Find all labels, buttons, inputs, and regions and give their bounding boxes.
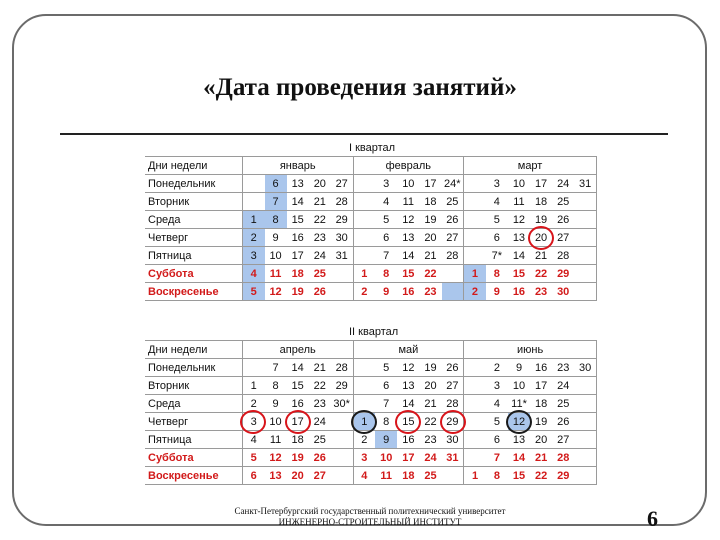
date-cell: 29	[331, 211, 353, 229]
table-row	[145, 283, 597, 301]
date-cell: 8	[375, 413, 397, 431]
date-cell: 9	[375, 431, 397, 449]
date-cell: 21	[309, 193, 331, 211]
table-row	[145, 449, 597, 467]
month-header: апрель	[242, 341, 353, 359]
quarter-1-table	[145, 156, 597, 301]
date-cell: 15	[508, 265, 530, 283]
date-cell: 24	[309, 247, 331, 265]
date-cell: 6	[265, 175, 287, 193]
date-cell: 14	[397, 247, 419, 265]
date-cell	[574, 413, 596, 431]
date-cell: 11	[265, 265, 287, 283]
weekday-label: Понедельник	[145, 175, 242, 193]
date-cell: 9	[375, 283, 397, 301]
date-cell	[574, 247, 596, 265]
table-row	[145, 265, 597, 283]
date-cell: 26	[552, 413, 574, 431]
red-circle-mark	[528, 226, 554, 250]
date-cell: 26	[442, 211, 464, 229]
date-cell: 31	[574, 175, 596, 193]
date-cell: 4	[353, 467, 375, 485]
footer	[170, 506, 570, 528]
date-cell	[331, 467, 353, 485]
date-cell: 12	[397, 359, 419, 377]
date-cell: 6	[242, 467, 264, 485]
date-cell: 24*	[442, 175, 464, 193]
date-cell: 24	[552, 377, 574, 395]
date-cell	[242, 193, 264, 211]
date-cell: 23	[552, 359, 574, 377]
date-cell: 10	[508, 175, 530, 193]
date-cell	[353, 229, 375, 247]
date-cell	[464, 413, 486, 431]
date-cell: 29	[552, 467, 574, 485]
weekday-label: Четверг	[145, 229, 242, 247]
date-cell: 31	[331, 247, 353, 265]
date-cell	[574, 229, 596, 247]
date-cell: 20	[309, 175, 331, 193]
date-cell: 9	[486, 283, 508, 301]
date-cell: 11*	[508, 395, 530, 413]
date-cell: 18	[287, 431, 309, 449]
date-cell: 12	[508, 413, 530, 431]
date-cell: 2	[464, 283, 486, 301]
date-cell: 23	[309, 229, 331, 247]
date-cell: 22	[419, 413, 441, 431]
date-cell: 29	[442, 413, 464, 431]
date-cell: 27	[552, 431, 574, 449]
date-cell	[331, 431, 353, 449]
date-cell	[242, 175, 264, 193]
date-cell: 18	[397, 467, 419, 485]
date-cell: 28	[331, 359, 353, 377]
date-cell: 18	[530, 193, 552, 211]
date-cell	[331, 449, 353, 467]
date-cell: 7	[264, 359, 286, 377]
date-cell: 7	[375, 395, 397, 413]
date-cell: 14	[287, 359, 309, 377]
date-cell	[353, 211, 375, 229]
date-cell: 13	[397, 377, 419, 395]
date-cell: 15	[287, 211, 309, 229]
date-cell: 18	[287, 265, 309, 283]
date-cell: 30	[442, 431, 464, 449]
date-cell: 1	[464, 467, 486, 485]
date-cell: 19	[419, 359, 441, 377]
date-cell: 5	[242, 449, 264, 467]
date-cell: 25	[309, 265, 331, 283]
date-cell: 20	[530, 229, 552, 247]
date-cell	[331, 265, 353, 283]
date-cell: 17	[530, 175, 552, 193]
date-cell: 16	[287, 229, 309, 247]
date-cell	[464, 431, 486, 449]
month-header: январь	[242, 157, 353, 175]
date-cell: 24	[309, 413, 331, 431]
date-cell: 21	[419, 247, 441, 265]
date-cell: 13	[264, 467, 286, 485]
table-row	[145, 193, 597, 211]
date-cell	[242, 359, 264, 377]
date-cell: 19	[530, 211, 552, 229]
date-cell: 5	[486, 211, 508, 229]
date-cell: 24	[552, 175, 574, 193]
weekday-label: Суббота	[145, 265, 242, 283]
date-cell: 4	[486, 193, 508, 211]
date-cell: 20	[419, 377, 441, 395]
date-cell: 5	[486, 413, 508, 431]
weekday-label: Понедельник	[145, 359, 242, 377]
page-number: 6	[647, 506, 658, 531]
date-cell: 6	[486, 229, 508, 247]
date-cell: 28	[552, 449, 574, 467]
date-cell: 25	[419, 467, 441, 485]
date-cell: 14	[287, 193, 309, 211]
month-header: май	[353, 341, 464, 359]
table-row	[145, 467, 597, 485]
header-day-label: Дни недели	[145, 341, 242, 359]
date-cell	[353, 175, 375, 193]
date-cell: 28	[552, 247, 574, 265]
date-cell	[331, 413, 353, 431]
date-cell: 8	[486, 265, 508, 283]
date-cell: 14	[397, 395, 419, 413]
date-cell	[464, 175, 486, 193]
date-cell: 4	[242, 265, 264, 283]
date-cell: 1	[353, 265, 375, 283]
date-cell: 6	[486, 431, 508, 449]
date-cell: 30	[574, 359, 596, 377]
date-cell: 28	[442, 395, 464, 413]
date-cell: 7	[375, 247, 397, 265]
date-cell: 3	[242, 413, 264, 431]
date-cell: 3	[242, 247, 264, 265]
date-cell: 25	[552, 193, 574, 211]
date-cell: 26	[309, 283, 331, 301]
date-cell: 1	[242, 377, 264, 395]
date-cell: 21	[309, 359, 331, 377]
date-cell: 20	[530, 431, 552, 449]
date-cell: 16	[397, 431, 419, 449]
red-circle-mark	[395, 410, 421, 434]
date-cell: 22	[530, 265, 552, 283]
date-cell: 25	[442, 193, 464, 211]
date-cell: 19	[419, 211, 441, 229]
date-cell: 27	[442, 377, 464, 395]
date-cell: 6	[375, 229, 397, 247]
date-cell	[353, 247, 375, 265]
date-cell: 10	[264, 413, 286, 431]
date-cell	[464, 449, 486, 467]
date-cell	[574, 193, 596, 211]
date-cell	[464, 395, 486, 413]
date-cell: 15	[287, 377, 309, 395]
date-cell: 14	[508, 247, 530, 265]
date-cell	[464, 247, 486, 265]
date-cell: 8	[486, 467, 508, 485]
date-cell	[464, 229, 486, 247]
table-row	[145, 247, 597, 265]
weekday-label: Среда	[145, 211, 242, 229]
footer-institute: ИНЖЕНЕРНО-СТРОИТЕЛЬНЫЙ ИНСТИТУТ	[278, 517, 462, 527]
date-cell: 27	[331, 175, 353, 193]
red-circle-mark	[240, 410, 266, 434]
date-cell: 5	[242, 283, 264, 301]
date-cell: 26	[552, 211, 574, 229]
date-cell: 28	[442, 247, 464, 265]
date-cell: 20	[287, 467, 309, 485]
date-cell: 16	[530, 359, 552, 377]
date-cell: 4	[375, 193, 397, 211]
date-cell: 5	[375, 359, 397, 377]
date-cell: 2	[353, 283, 375, 301]
date-cell: 17	[287, 247, 309, 265]
date-cell: 20	[419, 229, 441, 247]
red-circle-mark	[440, 410, 466, 434]
date-cell: 9	[508, 359, 530, 377]
date-cell: 16	[287, 395, 309, 413]
date-cell: 1	[464, 265, 486, 283]
date-cell	[574, 449, 596, 467]
date-cell: 4	[486, 395, 508, 413]
weekday-label: Суббота	[145, 449, 242, 467]
date-cell: 23	[309, 395, 331, 413]
title-divider	[60, 133, 668, 135]
date-cell: 7*	[486, 247, 508, 265]
date-cell: 2	[242, 229, 264, 247]
date-cell: 2	[353, 431, 375, 449]
date-cell: 29	[331, 377, 353, 395]
date-cell	[353, 193, 375, 211]
date-cell: 22	[530, 467, 552, 485]
date-cell: 11	[397, 193, 419, 211]
weekday-label: Воскресенье	[145, 283, 242, 301]
date-cell: 22	[309, 211, 331, 229]
weekday-label: Пятница	[145, 431, 242, 449]
black-circle-mark	[351, 410, 377, 434]
date-cell: 13	[287, 175, 309, 193]
date-cell: 30*	[331, 395, 353, 413]
date-cell: 25	[309, 431, 331, 449]
table-row	[145, 175, 597, 193]
date-cell	[464, 211, 486, 229]
date-cell: 9	[265, 229, 287, 247]
table-row	[145, 431, 597, 449]
date-cell: 26	[442, 359, 464, 377]
date-cell: 8	[265, 211, 287, 229]
date-cell	[464, 377, 486, 395]
date-cell: 24	[419, 449, 441, 467]
date-cell: 27	[442, 229, 464, 247]
date-cell: 15	[508, 467, 530, 485]
date-cell	[574, 395, 596, 413]
date-cell	[574, 467, 596, 485]
date-cell	[464, 193, 486, 211]
date-cell: 22	[419, 265, 441, 283]
slide-title: «Дата проведения занятий»	[203, 74, 517, 101]
date-cell: 11	[508, 193, 530, 211]
date-cell: 6	[375, 377, 397, 395]
weekday-label: Среда	[145, 395, 242, 413]
date-cell: 31	[442, 449, 464, 467]
date-cell: 7	[486, 449, 508, 467]
date-cell: 8	[375, 265, 397, 283]
date-cell: 18	[530, 395, 552, 413]
weekday-label: Вторник	[145, 377, 242, 395]
date-cell: 2	[486, 359, 508, 377]
date-cell	[464, 359, 486, 377]
date-cell: 10	[508, 377, 530, 395]
date-cell: 26	[309, 449, 331, 467]
date-cell: 19	[287, 449, 309, 467]
date-cell: 16	[508, 283, 530, 301]
date-cell: 12	[264, 449, 286, 467]
date-cell: 28	[331, 193, 353, 211]
date-cell: 21	[530, 247, 552, 265]
date-cell: 10	[397, 175, 419, 193]
month-header: февраль	[353, 157, 464, 175]
date-cell: 5	[375, 211, 397, 229]
date-cell: 23	[419, 431, 441, 449]
date-cell: 10	[265, 247, 287, 265]
date-cell: 27	[309, 467, 331, 485]
date-cell	[442, 265, 464, 283]
date-cell: 16	[397, 283, 419, 301]
weekday-label: Пятница	[145, 247, 242, 265]
quarter-1-label: I квартал	[349, 142, 396, 154]
footer-university: Санкт-Петербургский государственный политехнический университет	[234, 506, 506, 516]
date-cell: 11	[375, 467, 397, 485]
date-cell: 3	[486, 377, 508, 395]
date-cell: 14	[508, 449, 530, 467]
date-cell: 13	[508, 229, 530, 247]
date-cell	[353, 359, 375, 377]
date-cell: 12	[397, 211, 419, 229]
date-cell: 19	[530, 413, 552, 431]
date-cell: 11	[264, 431, 286, 449]
date-cell	[442, 467, 464, 485]
date-cell: 8	[264, 377, 286, 395]
date-cell: 3	[486, 175, 508, 193]
date-cell: 12	[265, 283, 287, 301]
date-cell: 9	[264, 395, 286, 413]
date-cell: 23	[419, 283, 441, 301]
date-cell: 1	[242, 211, 264, 229]
date-cell: 15	[397, 413, 419, 431]
date-cell	[574, 377, 596, 395]
date-cell: 27	[552, 229, 574, 247]
date-cell	[574, 431, 596, 449]
header-day-label: Дни недели	[145, 157, 242, 175]
date-cell: 13	[397, 229, 419, 247]
date-cell: 29	[552, 265, 574, 283]
date-cell: 21	[419, 395, 441, 413]
quarter-2-label: II квартал	[349, 326, 399, 338]
weekday-label: Четверг	[145, 413, 242, 431]
date-cell	[331, 283, 353, 301]
date-cell: 30	[552, 283, 574, 301]
table-row	[145, 359, 597, 377]
month-header: март	[464, 157, 597, 175]
date-cell: 17	[397, 449, 419, 467]
table-row	[145, 377, 597, 395]
date-cell: 15	[397, 265, 419, 283]
date-cell: 18	[419, 193, 441, 211]
red-circle-mark	[285, 410, 311, 434]
date-cell: 19	[287, 283, 309, 301]
table-row	[145, 211, 597, 229]
date-cell: 22	[309, 377, 331, 395]
date-cell: 13	[508, 431, 530, 449]
date-cell: 25	[552, 395, 574, 413]
date-cell: 12	[508, 211, 530, 229]
black-circle-mark	[506, 410, 532, 434]
weekday-label: Воскресенье	[145, 467, 242, 485]
date-cell: 30	[331, 229, 353, 247]
month-header: июнь	[464, 341, 597, 359]
date-cell	[353, 377, 375, 395]
date-cell: 7	[265, 193, 287, 211]
date-cell: 17	[530, 377, 552, 395]
date-cell: 10	[375, 449, 397, 467]
date-cell: 17	[419, 175, 441, 193]
date-cell: 1	[353, 413, 375, 431]
date-cell: 17	[287, 413, 309, 431]
date-cell	[442, 283, 464, 301]
date-cell: 3	[375, 175, 397, 193]
weekday-label: Вторник	[145, 193, 242, 211]
table-row	[145, 395, 597, 413]
date-cell: 3	[353, 449, 375, 467]
date-cell	[574, 283, 596, 301]
date-cell: 4	[242, 431, 264, 449]
date-cell: 23	[530, 283, 552, 301]
date-cell: 21	[530, 449, 552, 467]
date-cell: 2	[242, 395, 264, 413]
date-cell	[574, 211, 596, 229]
date-cell	[574, 265, 596, 283]
